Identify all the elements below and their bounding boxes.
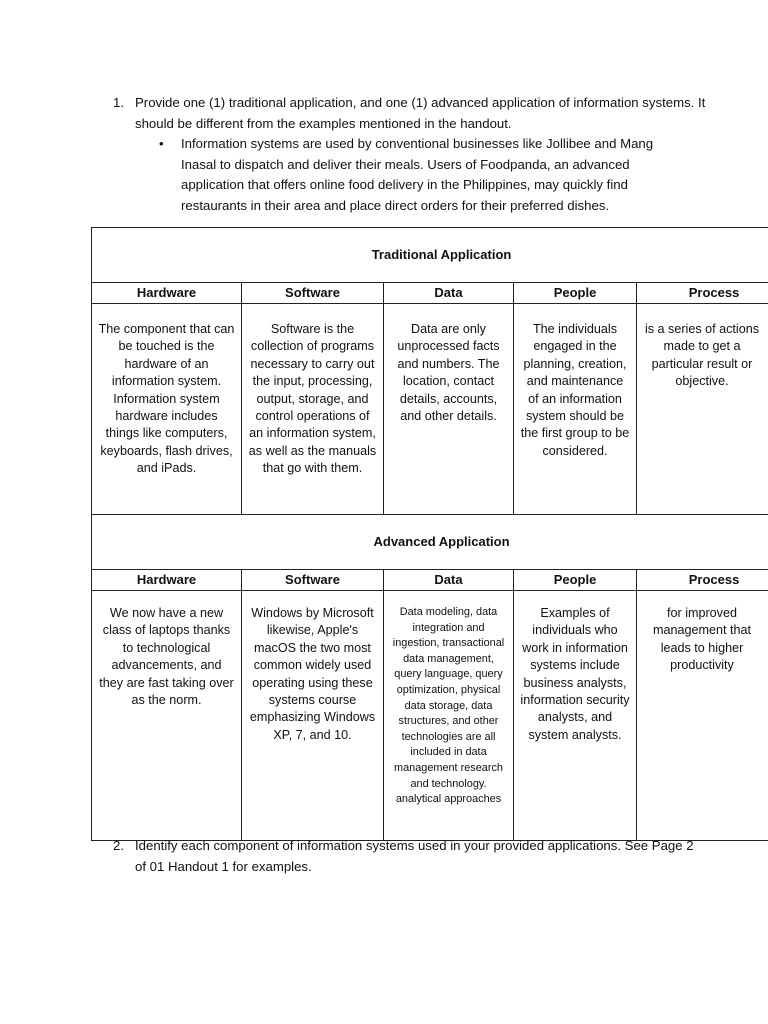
question-1-text: Provide one (1) traditional application, and one (1) advanced application of information systems. It should be different from the examples mentioned in the handout.	[135, 95, 706, 131]
advanced-data-cell: Data modeling, data integration and ingestion, transactional data management, query language, query optimization, physical data storage, data structures, and other technologies are all included in data management research and technology. analytical approaches	[384, 591, 514, 841]
advanced-process-cell	[637, 591, 768, 841]
advanced-application-title: Advanced Application	[92, 515, 768, 570]
question-1	[113, 93, 753, 134]
question-2-number: 2.	[113, 838, 124, 853]
advanced-header-process: Process	[637, 570, 768, 591]
traditional-process-text: is a series of actions made to get a particular result or objective.	[644, 322, 760, 389]
question-2	[113, 836, 753, 877]
traditional-header-software: Software	[242, 283, 384, 304]
traditional-hardware-cell: The component that can be touched is the hardware of an information system. Information system hardware includes things like computers, keyboards, flash drives, and iPads.	[92, 304, 242, 515]
question-1-number: 1.	[113, 95, 124, 110]
advanced-header-data: Data	[384, 570, 514, 591]
advanced-header-software: Software	[242, 570, 384, 591]
bullet-icon: •	[159, 136, 164, 151]
traditional-application-title: Traditional Application	[92, 228, 768, 283]
question-1-answer-text: Information systems are used by conventional businesses like Jollibee and Mang Inasal to dispatch and deliver their meals. Users of Foodpanda, an advanced application that offers online food delivery in the Philippines, may quickly find restaurants in their area and place direct orders for their preferred dishes.	[181, 136, 654, 213]
traditional-header-data: Data	[384, 283, 514, 304]
advanced-people-cell: Examples of individuals who work in information systems include business analysts, information security analysts, and system analysts.	[514, 591, 637, 841]
advanced-header-people: People	[514, 570, 637, 591]
traditional-process-cell	[637, 304, 768, 515]
advanced-process-text: for improved management that leads to higher productivity	[652, 606, 751, 673]
question-2-text: Identify each component of information systems used in your provided applications. See Page 2 of 01 Handout 1 for examples.	[135, 838, 694, 874]
applications-table	[91, 227, 768, 841]
traditional-header-people: People	[514, 283, 637, 304]
advanced-hardware-cell: We now have a new class of laptops thanks to technological advancements, and they are fast taking over as the norm.	[92, 591, 242, 841]
traditional-software-cell: Software is the collection of programs necessary to carry out the input, processing, output, storage, and control operations of an information system, as well as the manuals that go with them.	[242, 304, 384, 515]
advanced-header-hardware: Hardware	[92, 570, 242, 591]
traditional-data-cell: Data are only unprocessed facts and numbers. The location, contact details, accounts, and other details.	[384, 304, 514, 515]
traditional-header-process: Process	[637, 283, 768, 304]
question-1-answer	[159, 134, 699, 216]
traditional-people-cell: The individuals engaged in the planning, creation, and maintenance of an information system should be the first group to be considered.	[514, 304, 637, 515]
traditional-header-hardware: Hardware	[92, 283, 242, 304]
advanced-software-cell: Windows by Microsoft likewise, Apple's macOS the two most common widely used operating using these systems course emphasizing Windows XP, 7, and 10.	[242, 591, 384, 841]
